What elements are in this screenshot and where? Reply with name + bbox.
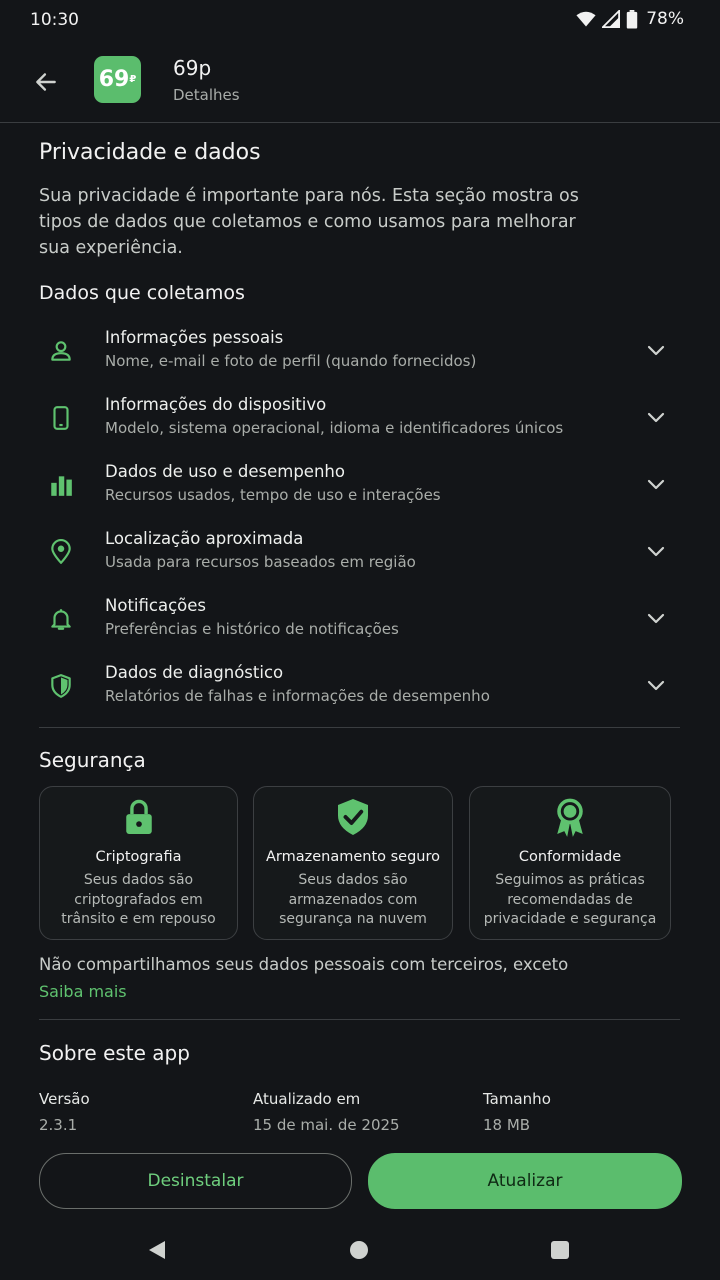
- data-item-notifications[interactable]: [0, 590, 720, 657]
- uninstall-button[interactable]: Desinstalar: [39, 1153, 352, 1209]
- status-time: 10:30: [30, 10, 79, 30]
- data-item-desc: Nome, e-mail e foto de perfil (quando fornecidos): [105, 352, 477, 370]
- divider: [39, 727, 680, 728]
- data-item-title: Informações do dispositivo: [105, 395, 327, 414]
- data-item-desc: Recursos usados, tempo de uso e interações: [105, 486, 441, 504]
- app-icon: [94, 56, 141, 103]
- chevron-down-icon[interactable]: [644, 405, 668, 429]
- arrow-back-icon: [33, 69, 59, 95]
- security-cards: [39, 786, 680, 940]
- phone-icon: [46, 403, 76, 433]
- updated-value: 15 de mai. de 2025: [253, 1116, 400, 1134]
- collected-data-list: [0, 322, 720, 724]
- data-item-location[interactable]: [0, 523, 720, 590]
- app-icon-currency: ₽: [129, 74, 137, 85]
- chevron-down-icon[interactable]: [644, 472, 668, 496]
- data-item-desc: Preferências e histórico de notificações: [105, 620, 399, 638]
- battery-icon: [626, 10, 638, 29]
- back-button[interactable]: [28, 64, 64, 100]
- chevron-down-icon[interactable]: [644, 338, 668, 362]
- status-bar: [0, 0, 720, 42]
- data-item-diagnostics[interactable]: [0, 657, 720, 724]
- card-desc: Seus dados são armazenados com segurança na nuvem: [279, 872, 427, 927]
- data-item-title: Informações pessoais: [105, 328, 284, 347]
- page-subtitle: Detalhes: [173, 86, 240, 104]
- data-item-desc: Relatórios de falhas e informações de desempenho: [105, 687, 490, 705]
- wifi-icon: [576, 10, 596, 28]
- update-button[interactable]: Atualizar: [368, 1153, 682, 1209]
- size-label: Tamanho: [483, 1090, 551, 1108]
- person-icon: [46, 336, 76, 366]
- security-card-encryption: [39, 786, 238, 940]
- data-item-desc: Modelo, sistema operacional, idioma e identificadores únicos: [105, 419, 564, 437]
- chevron-down-icon[interactable]: [644, 606, 668, 630]
- version-value: 2.3.1: [39, 1116, 78, 1134]
- privacy-title: Privacidade e dados: [39, 140, 261, 165]
- data-item-title: Localização aproximada: [105, 529, 304, 548]
- shield-check-icon: [254, 797, 452, 837]
- card-desc: Seus dados são criptografados em trânsito e em repouso: [61, 872, 216, 927]
- nav-back-icon[interactable]: [147, 1240, 167, 1260]
- data-item-usage[interactable]: [0, 456, 720, 523]
- chevron-down-icon[interactable]: [644, 539, 668, 563]
- bell-icon: [46, 604, 76, 634]
- data-item-title: Dados de diagnóstico: [105, 663, 284, 682]
- lock-icon: [40, 797, 237, 837]
- system-nav-bar: [0, 1222, 720, 1280]
- data-item-device-info[interactable]: [0, 389, 720, 456]
- signal-icon: [602, 10, 620, 28]
- divider: [39, 1019, 680, 1020]
- data-item-title: Dados de uso e desempenho: [105, 462, 345, 481]
- learn-more-link[interactable]: Saiba mais: [39, 982, 127, 1001]
- app-bar: [0, 42, 720, 123]
- security-card-compliance: [469, 786, 671, 940]
- app-name: 69p: [173, 56, 212, 80]
- location-pin-icon: [46, 537, 76, 567]
- about-title: Sobre este app: [39, 1041, 190, 1065]
- nav-recents-icon[interactable]: [551, 1241, 569, 1259]
- data-sharing-note: Não compartilhamos seus dados pessoais com terceiros, exceto: [39, 955, 569, 974]
- card-title: Conformidade: [518, 849, 622, 865]
- chevron-down-icon[interactable]: [644, 673, 668, 697]
- card-desc: Seguimos as práticas recomendadas de privacidade e segurança: [483, 872, 657, 927]
- shield-icon: [46, 671, 76, 701]
- status-icons: [576, 9, 684, 29]
- updated-label: Atualizado em: [253, 1090, 361, 1108]
- card-title: Armazenamento seguro: [265, 849, 441, 865]
- security-card-storage: [253, 786, 453, 940]
- app-icon-label: 69: [98, 67, 130, 92]
- battery-percent: 78%: [646, 9, 684, 29]
- size-value: 18 MB: [483, 1116, 531, 1134]
- data-item-desc: Usada para recursos baseados em região: [105, 553, 416, 571]
- data-item-title: Notificações: [105, 596, 206, 615]
- collected-data-title: Dados que coletamos: [39, 282, 245, 304]
- card-title: Criptografia: [95, 849, 182, 865]
- data-item-personal-info[interactable]: [0, 322, 720, 389]
- privacy-intro: Sua privacidade é importante para nós. Esta seção mostra os tipos de dados que coletamos e como usamos para melhorar sua experiência.: [39, 186, 579, 258]
- award-ribbon-icon: [470, 797, 670, 837]
- bar-chart-icon: [46, 470, 76, 500]
- version-label: Versão: [39, 1090, 90, 1108]
- nav-home-icon[interactable]: [350, 1241, 368, 1259]
- security-title: Segurança: [39, 748, 146, 772]
